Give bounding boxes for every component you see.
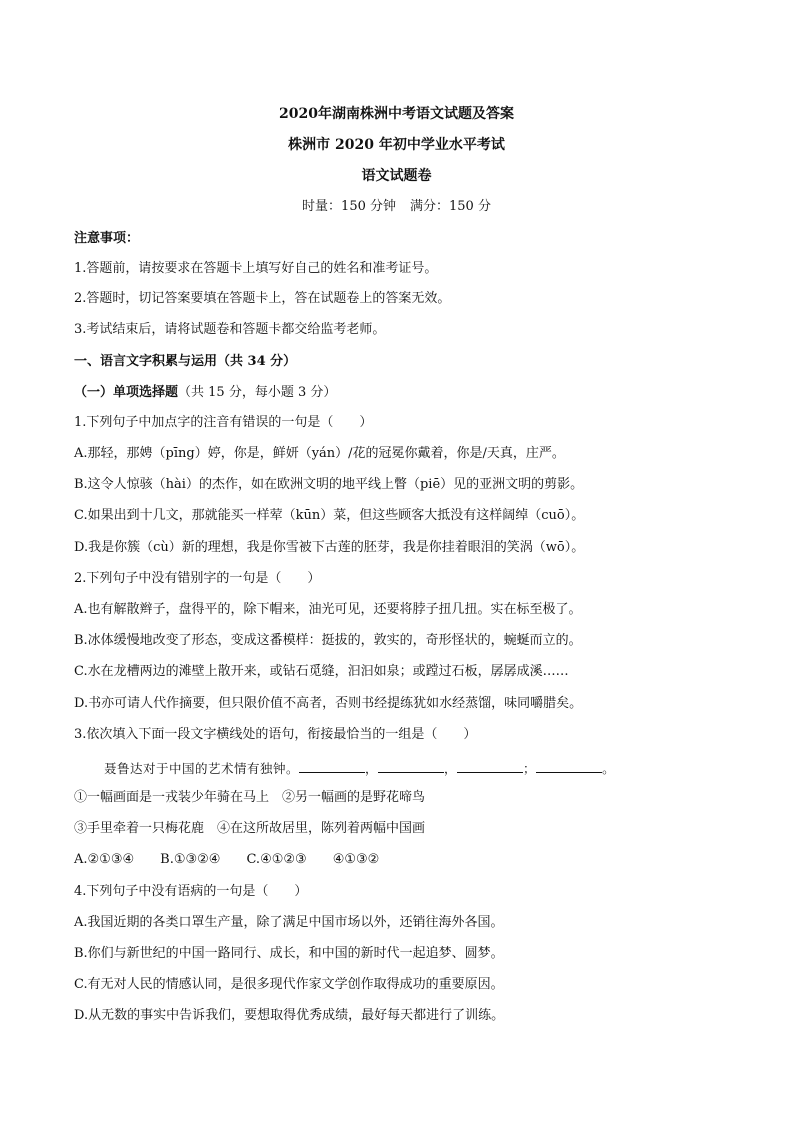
q4-option-c: C.有无对人民的情感认同，是很多现代作家文学创作取得成功的重要原因。 (74, 977, 504, 992)
exam-name: 株洲市 2020 年初中学业水平考试 (288, 137, 505, 153)
q1-option-c: C.如果出到十几文，那就能买一样荤（kūn）菜，但这些顾客大抵没有这样阔绰（cuō）。 (74, 508, 585, 523)
q4-option-a: A.我国近期的各类口罩生产量，除了满足中国市场以外，还销往海外各国。 (74, 915, 504, 930)
q2-option-b: B.冰体缓慢地改变了形态，变成这番模样：挺拔的，敦实的，奇形怪状的，蜿蜒而立的。 (74, 633, 582, 648)
q3-stem: 3.依次填入下面一段文字横线处的语句，衔接最恰当的一组是（ ） (74, 727, 477, 742)
blank-3 (457, 760, 523, 773)
notes-heading: 注意事项： (74, 231, 140, 246)
blank-1 (299, 760, 365, 773)
part-heading (74, 385, 753, 401)
doc-title: 2020年湖南株洲中考语文试题及答案 (279, 106, 514, 122)
q4-option-d: D.从无数的事实中告诉我们，要想取得优秀成绩，最好每天都进行了训练。 (74, 1008, 505, 1023)
q3-option-b: B.①③②④ (160, 852, 221, 867)
q3-passage-text: 聂鲁达对于中国的艺术情有独钟。 (104, 761, 300, 776)
q1-option-b: B.这令人惊骇（hài）的杰作，如在欧洲文明的地平线上瞥（piē）见的亚洲文明的剪影。 (74, 477, 584, 492)
q3-choices-1: ①一幅画面是一戎装少年骑在马上 ②另一幅画的是野花啼鸟 (74, 790, 426, 805)
q2-option-c: C.水在龙槽两边的滩壁上散开来，或钻石觅缝，汩汩如泉；或蹚过石板，孱孱成溪…… (74, 664, 569, 679)
q3-options (74, 852, 753, 868)
q2-option-d: D.书亦可请人代作摘要，但只限价值不高者，否则书经提练犹如水经蒸馏，味同嚼腊矣。 (74, 696, 583, 711)
q1-option-a: A.那轻，那娉（pīng）婷，你是，鲜妍（yán）/花的冠冕你戴着，你是/天真，庄严。 (74, 446, 565, 461)
part-title: （一）单项选择题 (74, 385, 179, 400)
q3-passage: 聂鲁达对于中国的艺术情有独钟。 ， ， ； 。 (104, 761, 616, 776)
q1-option-d: D.我是你簇（cù）新的理想，我是你雪被下古莲的胚芽，我是你挂着眼泪的笑涡（wō）。 (74, 540, 585, 555)
q4-stem: 4.下列句子中没有语病的一句是（ ） (74, 884, 308, 899)
q4-option-b: B.你们与新世纪的中国一路同行、成长，和中国的新时代一起追梦、圆梦。 (74, 946, 504, 961)
blank-4 (536, 760, 602, 773)
part-hint: （共 15 分，每小题 3 分） (178, 385, 337, 400)
section-heading: 一、语言文字积累与运用（共 34 分） (74, 354, 297, 369)
score-label: 满分：150 分 (410, 199, 491, 214)
time-score-line (0, 199, 793, 215)
time-label: 时量：150 分钟 (302, 199, 396, 214)
q3-option-c: C.④①②③ (246, 852, 307, 867)
note-1: 1.答题前，请按要求在答题卡上填写好自己的姓名和准考证号。 (74, 261, 438, 276)
q2-option-a: A.也有解散辫子，盘得平的，除下帽来，油光可见，还要将脖子扭几扭。实在标至极了。 (74, 602, 582, 617)
q2-stem: 2.下列句子中没有错别字的一句是（ ） (74, 571, 321, 586)
q1-stem: 1.下列句子中加点字的注音有错误的一句是（ ） (74, 415, 373, 430)
q3-choices-2: ③手里牵着一只梅花鹿 ④在这所故居里，陈列着两幅中国画 (74, 821, 426, 836)
note-3: 3.考试结束后，请将试题卷和答题卡都交给监考老师。 (74, 322, 386, 337)
q3-option-a: A.②①③④ (74, 852, 135, 867)
q3-option-d: ④①③② (332, 852, 380, 867)
paper-name: 语文试题卷 (361, 168, 432, 184)
note-2: 2.答题时，切记答案要填在答题卡上，答在试题卷上的答案无效。 (74, 291, 451, 306)
blank-2 (378, 760, 444, 773)
